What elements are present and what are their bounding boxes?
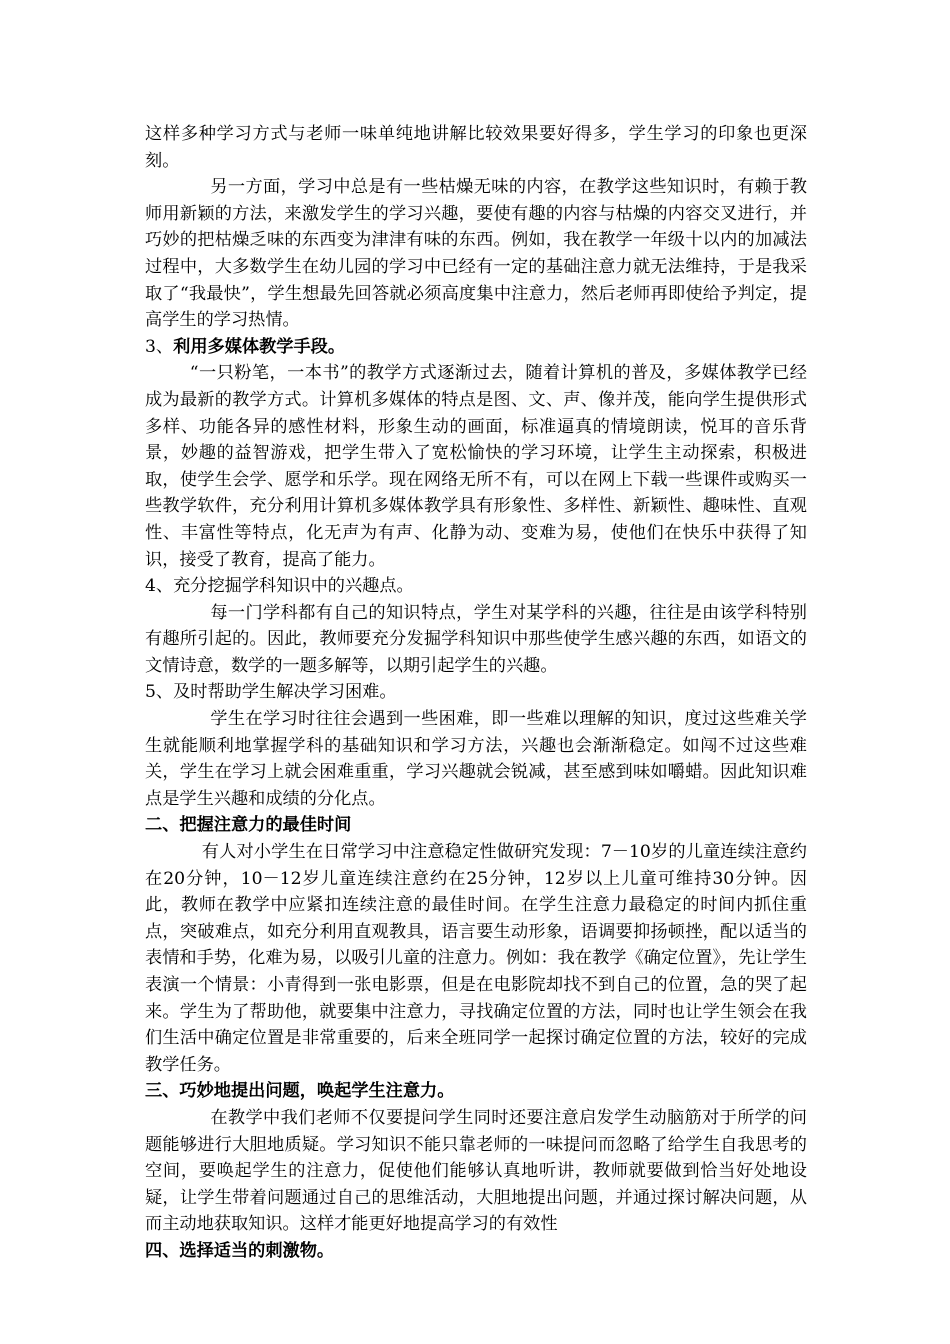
paragraph-4: 每一门学科都有自己的知识特点，学生对某学科的兴趣，往往是由该学科特别有趣所引起的。因此，教师要充分发掘学科知识中那些使学生感兴趣的东西，如语文的文情诗意，数学的一题多解等，以期引起学生的兴趣。 — [145, 602, 807, 676]
paragraph-1: 这样多种学习方式与老师一味单纯地讲解比较效果要好得多，学生学习的印象也更深刻。 — [145, 124, 807, 171]
paragraph-3: “一只粉笔，一本书”的教学方式逐渐过去，随着计算机的普及，多媒体教学已经成为最新的教学方式。计算机多媒体的特点是图、文、声、像并茂，能向学生提供形式多样、功能各异的感性材料，形象生动的画面，标准逼真的情境朗读，悦耳的音乐背景，妙趣的益智游戏，把学生带入了宽松愉快的学习环境，让学生主动探索，积极进取，使学生会学、愿学和乐学。现在网络无所不有，可以在网上下载一些课件或购买一些教学软件，充分利用计算机多媒体教学具有形象性、多样性、新颖性、趣味性、直观性、丰富性等特点，化无声为有声、化静为动、变难为易，使他们在快乐中获得了知识，接受了教育，提高了能力。 — [145, 363, 807, 570]
paragraph-6: 有人对小学生在日常学习中注意稳定性做研究发现：7－10岁的儿童连续注意约在20分钟，10－12岁儿童连续注意约在25分钟，12岁以上儿童可维持30分钟。因此，教师在教学中应紧扣连续注意的最佳时间。在学生注意力最稳定的时间内抓住重点，突破难点，如充分利用直观教具，语言要生动形象，语调要抑扬顿挫，配以适当的表情和手势，化难为易，以吸引儿童的注意力。例如：我在教学《确定位置》，先让学生表演一个情景：小青得到一张电影票，但是在电影院却找不到自己的位置，急的哭了起来。学生为了帮助他，就要集中注意力，寻找确定位置的方法，同时也让学生领会在我们生活中确定位置是非常重要的，后来全班同学一起探讨确定位置的方法，较好的完成教学任务。 — [145, 842, 807, 1075]
heading-5: 5、及时帮助学生解决学习困难。 — [145, 682, 397, 703]
section-heading-three: 三、巧妙地提出问题，唤起学生注意力。 — [145, 1081, 455, 1102]
section-heading-two: 二、把握注意力的最佳时间 — [145, 815, 352, 836]
heading-3 — [145, 334, 807, 361]
heading-3-number: 3、 — [145, 336, 174, 357]
paragraph-2: 另一方面，学习中总是有一些枯燥无味的内容，在教学这些知识时，有赖于教师用新颖的方法，来激发学生的学习兴趣，要使有趣的内容与枯燥的内容交叉进行，并巧妙的把枯燥乏味的东西变为津津有味的东西。例如，我在教学一年级十以内的加减法过程中，大多数学生在幼儿园的学习中已经有一定的基础注意力就无法维持，于是我采取了“我最快”，学生想最先回答就必须高度集中注意力，然后老师再即使给予判定，提高学生的学习热情。 — [145, 177, 807, 331]
paragraph-7: 在教学中我们老师不仅要提问学生同时还要注意启发学生动脑筋对于所学的问题能够进行大胆地质疑。学习知识不能只靠老师的一味提问而忽略了给学生自我思考的空间，要唤起学生的注意力，促使他们能够认真地听讲，教师就要做到恰当好处地设疑，让学生带着问题通过自己的思维活动，大胆地提出问题，并通过探讨解决问题，从而主动地获取知识。这样才能更好地提高学习的有效性 — [145, 1107, 807, 1235]
heading-3-text: 利用多媒体教学手段。 — [173, 336, 346, 357]
paragraph-5: 学生在学习时往往会遇到一些困难，即一些难以理解的知识，度过这些难关学生就能顺利地掌握学科的基础知识和学习方法，兴趣也会渐渐稳定。如闯不过这些难关，学生在学习上就会困难重重，学习兴趣就会锐减，甚至感到味如嚼蜡。因此知识难点是学生兴趣和成绩的分化点。 — [145, 709, 807, 809]
document-page — [145, 121, 807, 1265]
section-heading-four: 四、选择适当的刺激物。 — [145, 1240, 335, 1261]
heading-4: 4、充分挖掘学科知识中的兴趣点。 — [145, 576, 414, 597]
